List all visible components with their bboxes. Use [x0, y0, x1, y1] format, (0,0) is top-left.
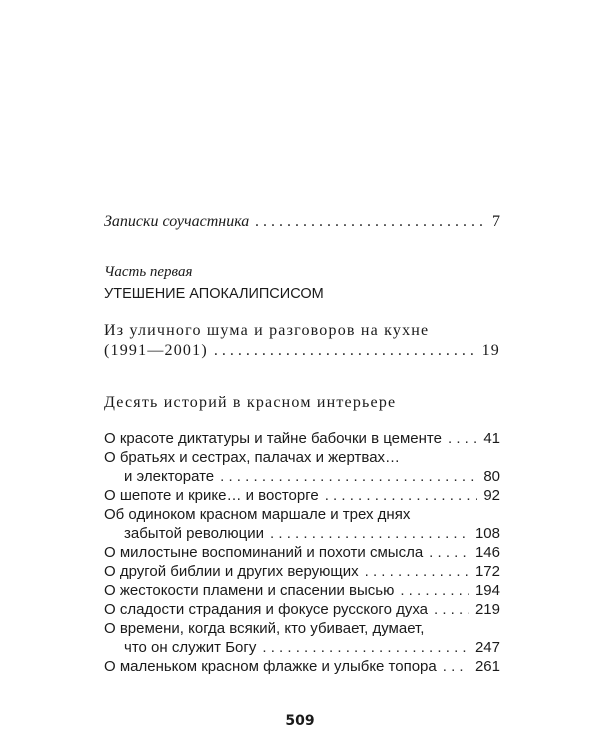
toc-page-number: 41: [483, 430, 500, 447]
toc-entry[interactable]: [104, 487, 500, 504]
leader-dots: [262, 639, 469, 656]
toc-entry-title: О шепоте и крике… и восторге: [104, 487, 319, 504]
leader-dots: [325, 487, 478, 504]
toc-page-number: 19: [481, 342, 500, 359]
toc-entry[interactable]: [124, 525, 500, 542]
toc-entry-section1[interactable]: [104, 342, 500, 360]
toc-entry-title: О братьях и сестрах, палачах и жертвах…: [104, 449, 401, 466]
toc-entry[interactable]: [104, 601, 500, 618]
toc-entry[interactable]: [104, 582, 500, 599]
toc-entry-front[interactable]: [104, 213, 500, 231]
toc-entry[interactable]: [124, 468, 500, 485]
leader-dots: [255, 213, 486, 231]
leader-dots: [434, 601, 469, 618]
leader-dots: [429, 544, 469, 561]
toc-page-number: 219: [474, 601, 500, 618]
toc-page-number: 172: [474, 563, 500, 580]
toc-entry-title: О милостыне воспоминаний и похоти смысла: [104, 544, 424, 561]
toc-page-number: 194: [474, 582, 500, 599]
toc-entry-title: О другой библии и других верующих: [104, 563, 359, 580]
leader-dots: [270, 525, 469, 542]
leader-dots: [443, 658, 469, 675]
leader-dots: [214, 342, 476, 360]
part-label: Часть первая: [104, 264, 193, 280]
toc-entry-title-cont: забытой революции: [124, 525, 265, 542]
toc-entry[interactable]: [104, 544, 500, 561]
page-number: 509: [285, 713, 315, 729]
toc-entry[interactable]: [124, 639, 500, 656]
toc-entry[interactable]: [104, 430, 500, 447]
toc-entry-title-cont: и электорате: [124, 468, 215, 485]
leader-dots: [220, 468, 477, 485]
toc-entry-title: О времени, когда всякий, кто убивает, думает,: [104, 620, 425, 637]
toc-page-number: 247: [474, 639, 500, 656]
toc-entry-title: О сладости страдания и фокусе русского духа: [104, 601, 429, 618]
toc-page-number: 7: [492, 213, 500, 230]
part-title: УТЕШЕНИЕ АПОКАЛИПСИСОМ: [104, 286, 324, 302]
leader-dots: [365, 563, 469, 580]
leader-dots: [448, 430, 477, 447]
toc-entry-title: Записки соучастника: [104, 213, 250, 230]
toc-page-number: 108: [474, 525, 500, 542]
toc-page-number: 261: [474, 658, 500, 675]
section-heading: Десять историй в красном интерьере: [104, 394, 397, 411]
toc-entry-title-cont: что он служит Богу: [124, 639, 257, 656]
toc-entry[interactable]: [104, 658, 500, 675]
toc-page-number: 80: [483, 468, 500, 485]
toc-entry-title: О жестокости пламени и спасении высью: [104, 582, 395, 599]
section-title: Из уличного шума и разговоров на кухне: [104, 322, 430, 339]
leader-dots: [400, 582, 469, 599]
toc-entry[interactable]: [104, 563, 500, 580]
section-title-cont: (1991—2001): [104, 342, 208, 359]
toc-entry-title: О красоте диктатуры и тайне бабочки в цементе: [104, 430, 442, 447]
toc-page-number: 146: [474, 544, 500, 561]
toc-entry-title: О маленьком красном флажке и улыбке топора: [104, 658, 437, 675]
toc-page-number: 92: [483, 487, 500, 504]
toc-entry-title: Об одиноком красном маршале и трех днях: [104, 506, 411, 523]
